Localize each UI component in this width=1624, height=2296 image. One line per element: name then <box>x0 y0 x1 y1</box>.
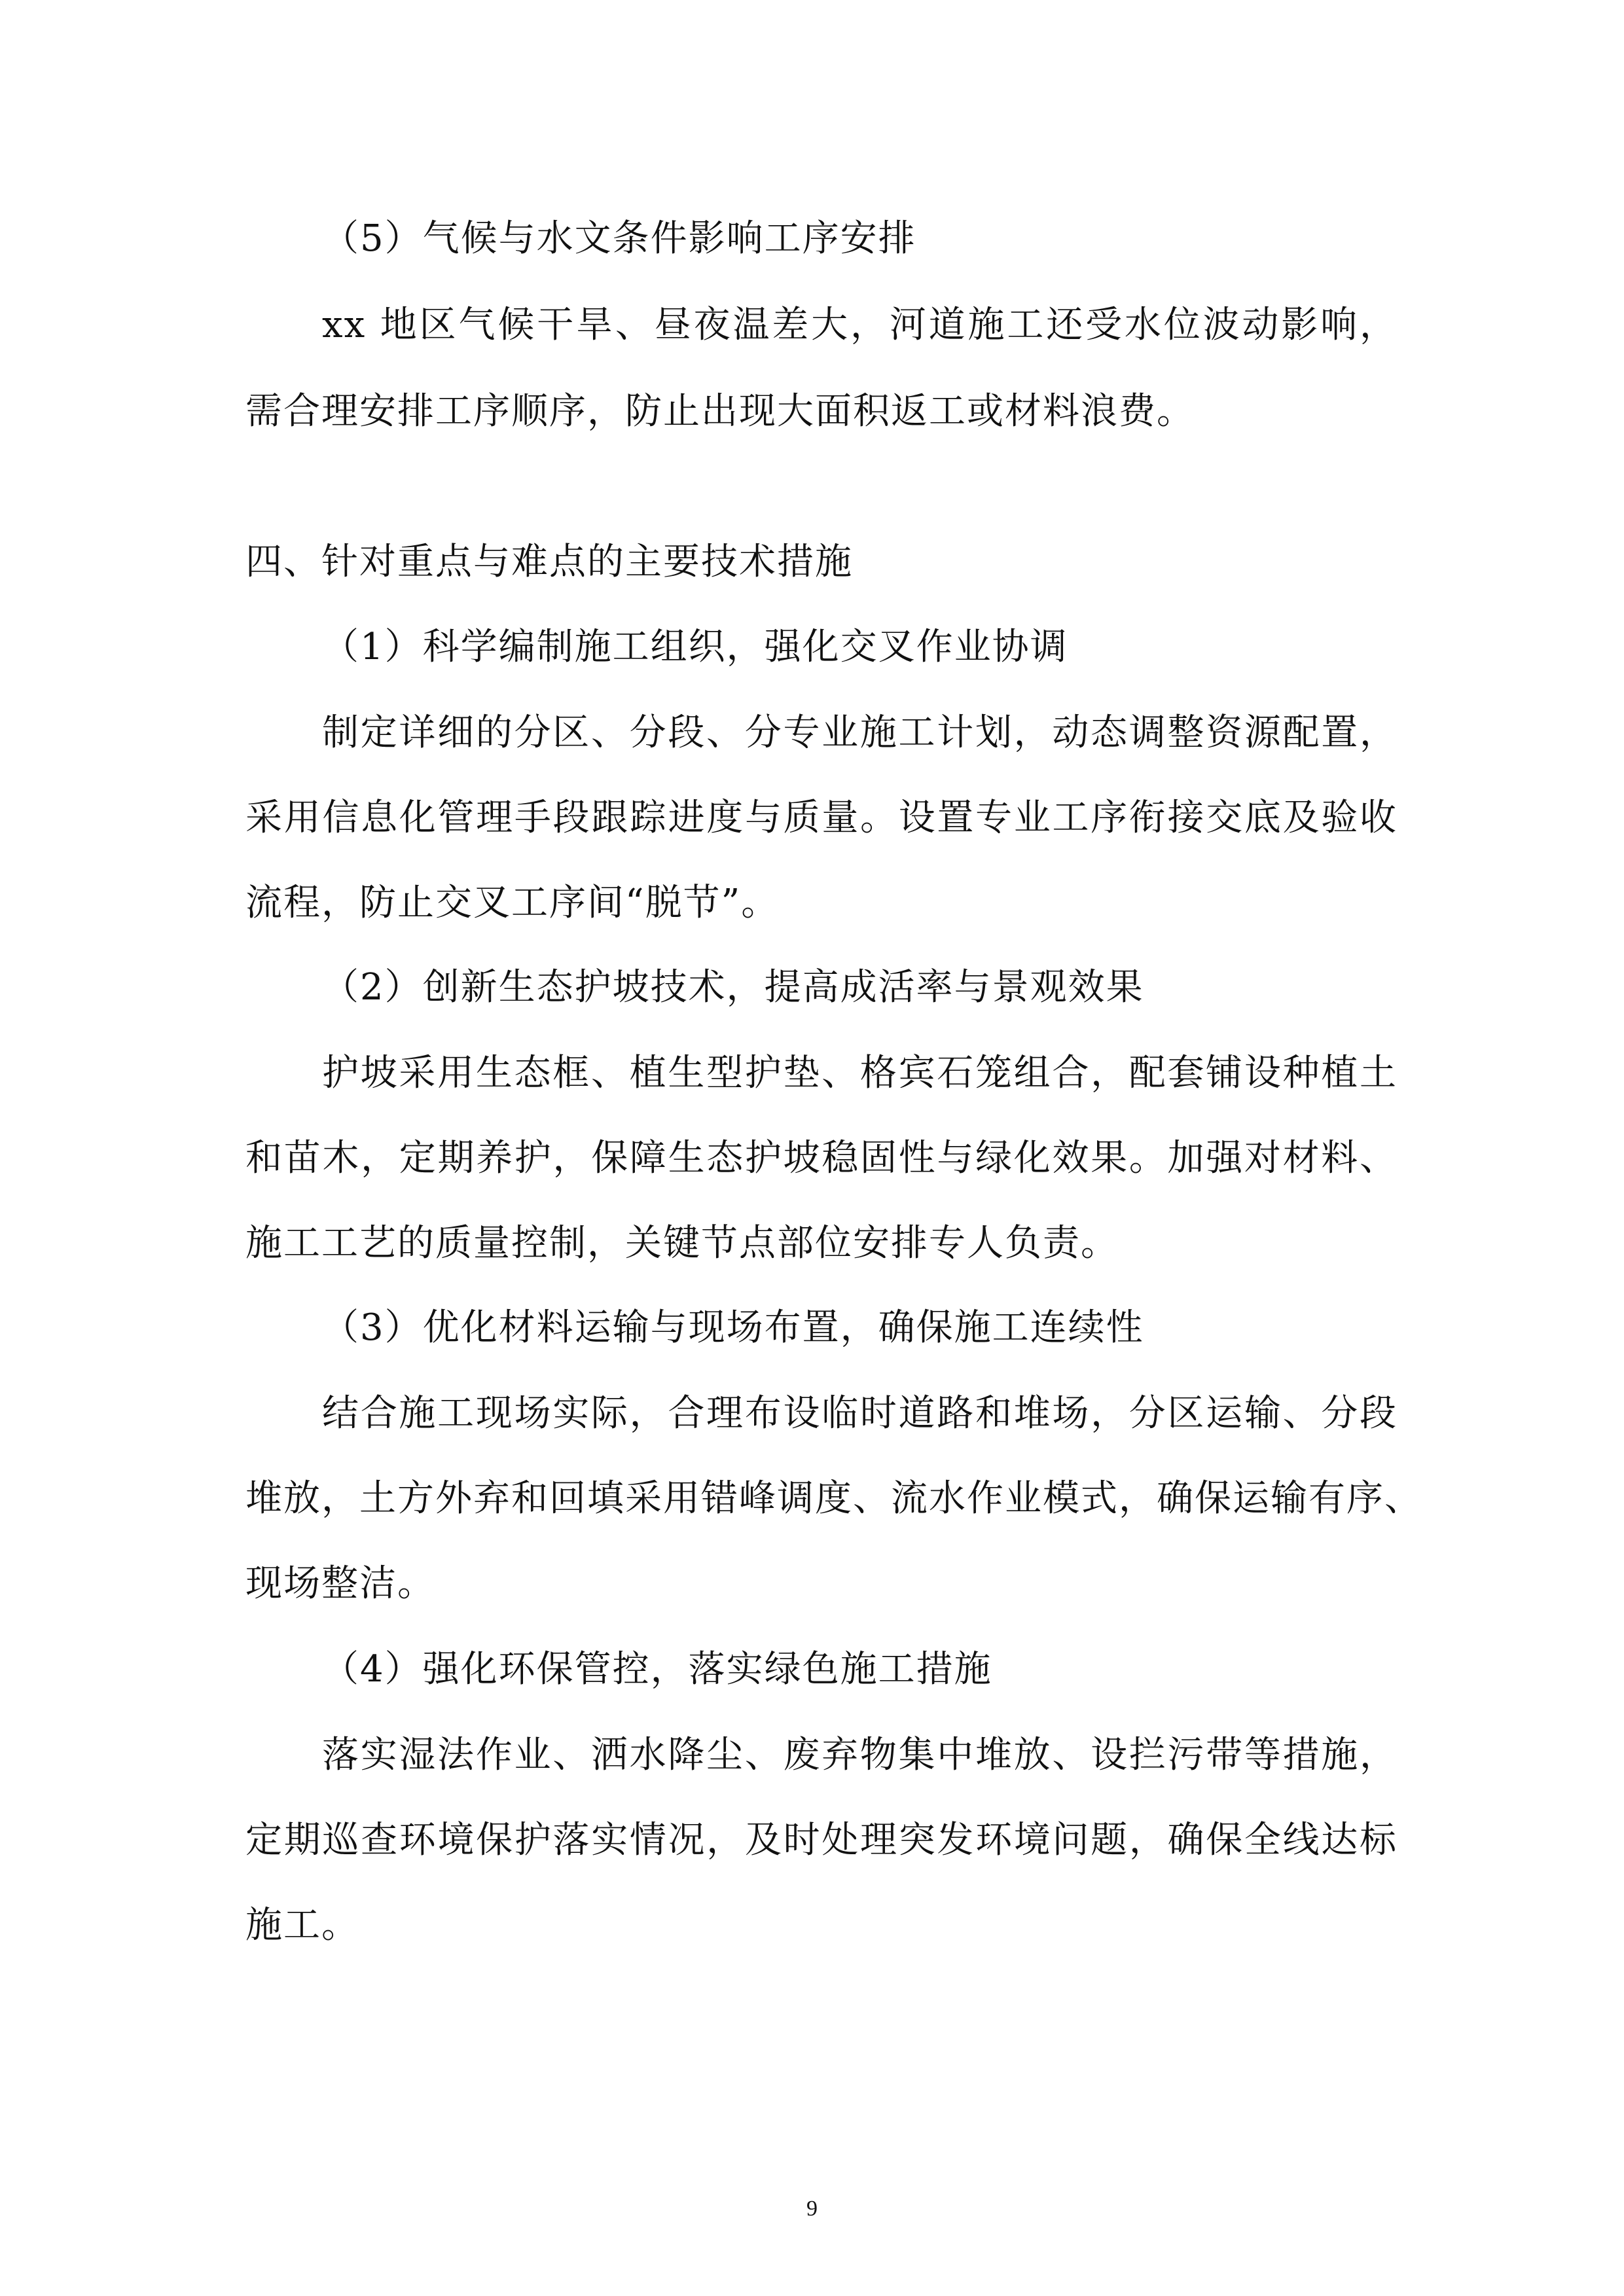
part-four-heading: 四、针对重点与难点的主要技术措施 <box>245 541 853 583</box>
paragraph-line: 流程，防止交叉工序间“脱节”。 <box>245 882 780 924</box>
paragraph-line: 落实湿法作业、洒水降尘、废弃物集中堆放、设拦污带等措施， <box>322 1734 1398 1776</box>
page-number: 9 <box>806 2197 818 2221</box>
paragraph-line: 制定详细的分区、分段、分专业施工计划，动态调整资源配置， <box>322 711 1398 754</box>
item-1-heading: （1）科学编制施工组织，强化交叉作业协调 <box>322 626 1068 668</box>
item-4-heading: （4）强化环保管控，落实绿色施工措施 <box>322 1648 992 1691</box>
paragraph-line: 堆放，土方外弃和回填采用错峰调度、流水作业模式，确保运输有序、 <box>245 1477 1422 1520</box>
paragraph-line: 需合理安排工序顺序，防止出现大面积返工或材料浪费。 <box>245 390 1195 433</box>
section-5-heading: （5）气候与水文条件影响工序安排 <box>322 217 916 260</box>
paragraph-line: 施工工艺的质量控制，关键节点部位安排专人负责。 <box>245 1222 1119 1265</box>
paragraph-line: xx 地区气候干旱、昼夜温差大，河道施工还受水位波动影响， <box>322 304 1398 346</box>
paragraph-line: 采用信息化管理手段跟踪进度与质量。设置专业工序衔接交底及验收 <box>245 797 1398 839</box>
item-2-heading: （2）创新生态护坡技术，提高成活率与景观效果 <box>322 966 1144 1009</box>
paragraph-line: 定期巡查环境保护落实情况，及时处理突发环境问题，确保全线达标 <box>245 1819 1398 1861</box>
item-3-heading: （3）优化材料运输与现场布置，确保施工连续性 <box>322 1306 1144 1349</box>
paragraph-line: 和苗木，定期养护，保障生态护坡稳固性与绿化效果。加强对材料、 <box>245 1137 1398 1179</box>
paragraph-line: 施工。 <box>245 1904 359 1946</box>
paragraph-line: 结合施工现场实际，合理布设临时道路和堆场，分区运输、分段 <box>322 1392 1398 1435</box>
paragraph-line: 护坡采用生态框、植生型护垫、格宾石笼组合，配套铺设种植土 <box>322 1052 1398 1094</box>
paragraph-line: 现场整洁。 <box>245 1562 435 1605</box>
